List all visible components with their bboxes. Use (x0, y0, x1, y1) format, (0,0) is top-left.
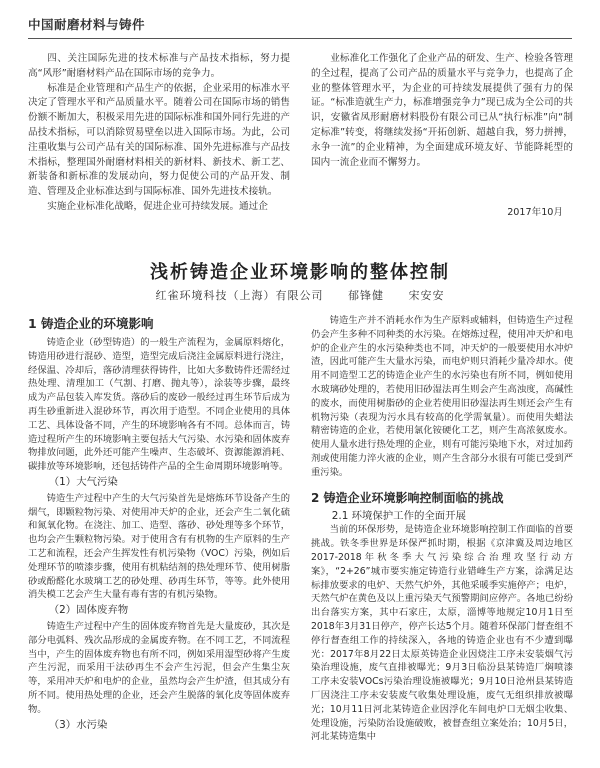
paragraph: 标准是企业管理和产品生产的依据，企业采用的标准水平决定了管理水平和产品质量水平。随着公司在国际市场的销售份额不断加大，积极采用先进的国际标准和国外同行先进的产品技术指标，可以消除贸易壁垒以进入国际市场。为此，公司注重收集与公司产品有关的国际标准、国外先进标准与产品技术指标，整理国外耐磨材料相关的新材料、新技术、新工艺、新装备和新标准的发展动向，努力促使公司的产品开发、制造、管理及企业标准达到与国际标准、国外先进技术接轨。 (28, 82, 290, 198)
subsection-heading: 2.1 环境保护工作的全面开展 (331, 509, 466, 522)
section-heading: 1 铸造企业的环境影响 (28, 316, 154, 331)
paragraph: 四、关注国际先进的技术标准与产品技术指标，努力提高“风形”耐磨材料产品在国际市场的竞争力。 (28, 53, 290, 79)
article-date: 2017年10月 (507, 207, 563, 219)
page-header (28, 14, 572, 39)
paragraph: 实施企业标准化战略，促进企业可持续发展。通过企 (47, 200, 268, 212)
top-left-column (28, 52, 290, 215)
journal-name: 中国耐磨材料与铸件 (28, 17, 146, 32)
paragraph: 铸造生产过程中产生的大气污染首先是熔炼环节设备产生的烟气，即颗粒物污染、对使用冲天炉的企业，还会产生二氧化硫和氮氧化物。在浇注、加工、造型、落砂、砂处理等多个环节，也均会产生颗粒物污染。对于使用含有有机物的生产原料的生产工艺和流程，还会产生挥发性有机污染物（VOC）污染，例如后处理环节的喷漆步骤，使用有机粘结剂的热处理环节、使用树脂砂或酚醛化水玻璃工艺的砂处理、砂再生环节，等等。此外使用消失模工艺会产生大量有毒有害的有机污染物。 (28, 492, 290, 601)
subsection-heading: （2）固体废弃物 (48, 604, 129, 617)
subsection-heading: （3）水污染 (48, 718, 108, 731)
body-left-column (28, 306, 290, 734)
body-right-column (311, 314, 573, 744)
top-right-column (311, 52, 573, 221)
article-title: 浅析铸造企业环境影响的整体控制 (150, 262, 450, 283)
paragraph: 当前的环保形势，是铸造企业环境影响控制工作面临的首要挑战。铁冬季世界是环保严抓时期，根据《京津冀及周边地区2017-2018年秋冬季大气污染综合治理攻坚行动方案》，“2+26”城市要实施定铸造行业错峰生产方案，涂满足达标排放要求的电炉、天然气炉外，其他采暖季实施停产；电炉，天然气炉在黄色及以上重污染天气预警期间应停产。各地已纷纷出台落实方案，其中石家庄，太原，淄博等地规定10月1日至2018年3月31日停产，停产长达5个月。随着环保部门督查组不停行督查组工作的持续深入，各地的铸造企业也有不少遭到曝光：2017年8月22日太原英铸造企业因烧注工序未安装烟气污染治理设施，废气直排被曝光；9月3日临汾县某铸造厂焖喷漆工序未安装VOCs污染治理设施被曝光；9月10日沧州县某铸造厂因浇注工序未安装废气收集处理设施，废气无组织排放被曝光；10月11日河北某铸造企业因浮化车间电炉口无烟尘收集、处理设施，污染防治设施破败，被督查组立案处治；10月5日，河北某铸造集中 (311, 524, 573, 743)
paragraph: 铸造企业（砂型铸造）的一般生产流程为，金属原料熔化，铸造用砂进行混砂、造型，造型完成后浇注金属原料进行浇注，经保温、冷却后，落砂清理获得铸件，比如大多数铸件还需经过热处理、清理加工（气割、打磨、抛丸等），涂装等步骤，最终成为产品包装入库发货。落砂后的废砂一般经过再生环节后成为再生砂重新进入混砂环节，再次用于造型。不同企业使用的具体工艺、具体设备不同，产生的环境影响各有不同。总体而言，铸造过程所产生的环境影响主要包括大气污染、水污染和固体废弃物排放问题，此外还可能产生噪声、生态破坏、资源能源消耗、碳排放等环境影响，还包括铸件产品的全生命周期环境影响等。 (28, 337, 290, 473)
author-line (0, 287, 600, 303)
author-name: 郁锋健 (348, 289, 384, 302)
subsection-heading: （1）大气污染 (48, 475, 118, 488)
paragraph: 铸造生产过程中产生的固体废弃物首先是大量废砂，其次是部分电弧料、残次品形成的金属废弃物。在不同工艺，不同流程当中，产生的固体废弃物也有所不同，例如采用湿型砂将产生废产生污泥，而采用干法砂再生不会产生污泥，但会产生集尘灰等，采用冲天炉和电炉的企业，虽然均会产生炉渣，但其成分有所不同。使用热处理的企业，还会产生脱落的氧化皮等固体废弃物。 (28, 620, 290, 715)
section-heading: 2 铸造企业环境影响控制面临的挑战 (311, 490, 504, 505)
affiliation: 红雀环境科技（上海）有限公司 (155, 289, 324, 302)
paragraph: 业标准化工作强化了企业产品的研发、生产、检验各管理的全过程，提高了公司产品的质量水平与竞争力，也提高了企业的整体管理水平，为企业的可持续发展提供了强有力的保证。“标准造就生产力，标准增强竞争力”现已成为全公司的共识，安徽省凤形耐磨材料股份有限公司已从“执行标准”向“制定标准”转变，将继续发扬“开拓创新、超越自我，努力拼搏，永争一流”的企业精神，为全面建成环境友好、节能降耗型的国内一流企业而不懈努力。 (311, 53, 573, 168)
author-name: 宋安安 (408, 289, 445, 302)
paragraph: 铸造生产并不消耗水作为生产原料或辅料，但铸造生产过程仍会产生多种不同种类的水污染。在熔炼过程，使用冲天炉和电炉的企业产生的水污染种类也不同，冲天炉的一般要使用水冲炉渣，因此可能产生大量水污染，而电炉则只消耗少量冷却水。使用不同造型工艺的铸造企业产生的水污染也有所不同，例如使用水玻璃砂处理的，若使用旧砂湿法再生则会产生高浊度，高碱性的废水，而使用树脂砂的企业若使用旧砂湿法再生则还会产生有机物污染（表现为污水具有较高的化学需氧量）。而使用失蜡法精密铸造的企业，若使用氯化铵硬化工艺，则产生高浓氨废水。使用人量水进行热处理的企业，则有可能污染地下水，对过加药剂或使用能力淬火液的企业，则产生含部分水很有可能已受到严重污染。 (311, 315, 573, 478)
